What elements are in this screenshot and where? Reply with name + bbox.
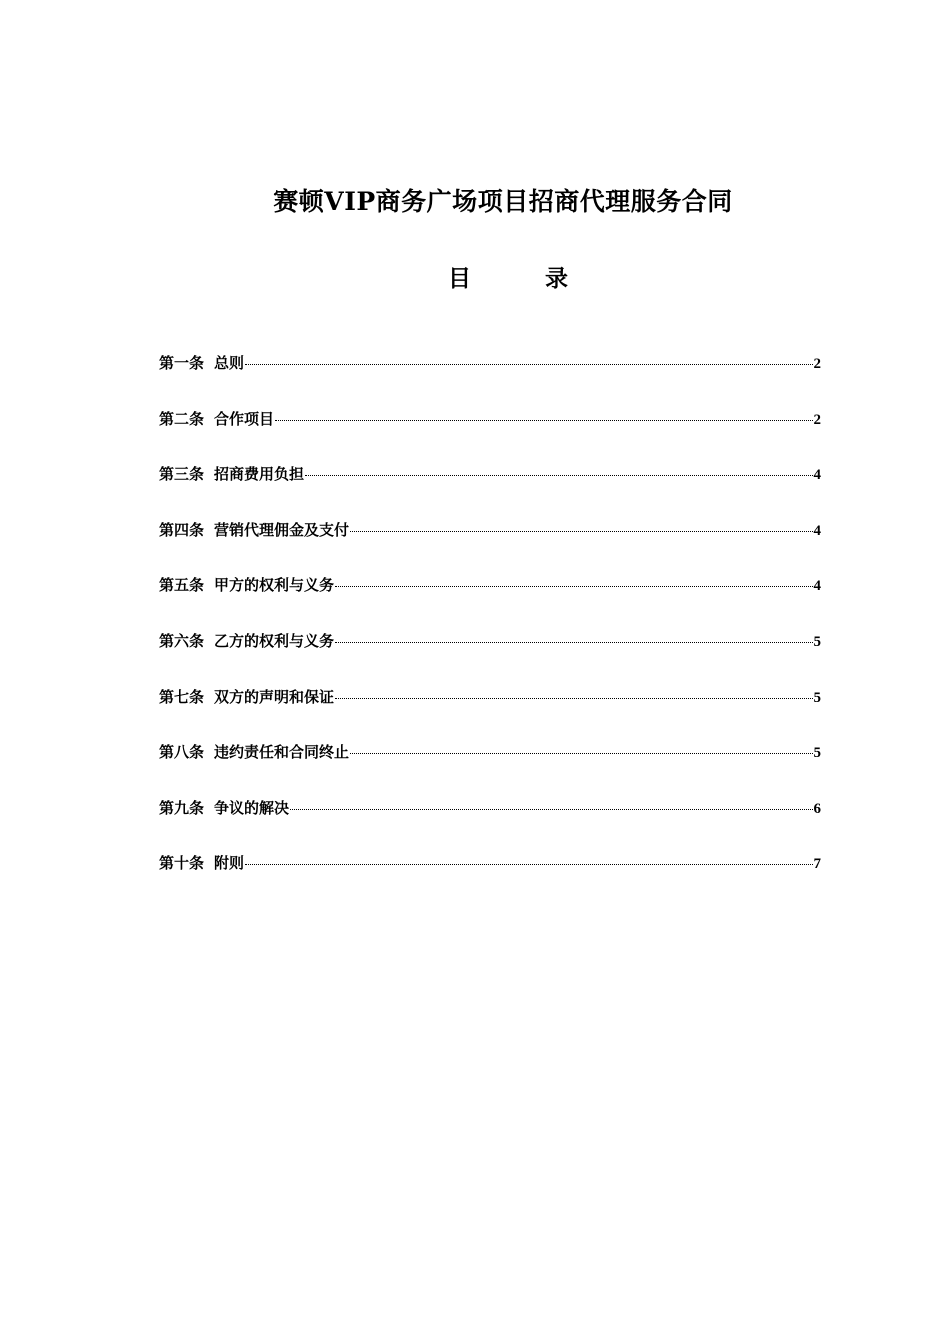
toc-entry-page: 5 bbox=[813, 633, 821, 650]
toc-leader-dots bbox=[305, 475, 812, 476]
toc-entry-title: 争议的解决 bbox=[214, 798, 290, 817]
toc-leader-dots bbox=[335, 586, 812, 587]
toc-heading-char-2: 录 bbox=[545, 265, 568, 292]
toc-entry-title: 营销代理佣金及支付 bbox=[214, 520, 350, 539]
toc-entry-title: 乙方的权利与义务 bbox=[214, 631, 335, 650]
toc-entry-title: 甲方的权利与义务 bbox=[214, 576, 335, 595]
toc-entry[interactable] bbox=[159, 408, 821, 464]
toc-entry[interactable] bbox=[159, 352, 821, 408]
toc-entry[interactable] bbox=[159, 741, 821, 797]
toc-entry-page: 5 bbox=[813, 745, 821, 762]
toc-entry[interactable] bbox=[159, 574, 821, 630]
toc-entry-title: 招商费用负担 bbox=[214, 465, 305, 484]
toc-entry-number: 第九条 bbox=[159, 798, 205, 817]
toc-entry-page: 4 bbox=[813, 578, 821, 595]
toc-entry-number: 第三条 bbox=[159, 465, 205, 484]
toc-entry[interactable] bbox=[159, 630, 821, 686]
toc-entry-number: 第六条 bbox=[159, 631, 205, 650]
toc-entry-title: 双方的声明和保证 bbox=[214, 687, 335, 706]
toc-entry-number: 第四条 bbox=[159, 520, 205, 539]
toc-entry-number: 第十条 bbox=[159, 854, 205, 873]
toc-entry[interactable] bbox=[159, 463, 821, 519]
toc-entry-page: 2 bbox=[813, 411, 821, 428]
toc-leader-dots bbox=[290, 809, 812, 810]
toc-leader-dots bbox=[245, 864, 812, 865]
toc-leader-dots bbox=[350, 753, 812, 754]
toc-entry-page: 7 bbox=[813, 856, 821, 873]
toc-entry-title: 总则 bbox=[214, 354, 245, 372]
toc-entry-page: 2 bbox=[813, 356, 821, 372]
toc-heading bbox=[448, 260, 568, 293]
toc-entry[interactable] bbox=[159, 797, 821, 853]
toc-entry-number: 第五条 bbox=[159, 576, 205, 595]
toc-entry-number: 第二条 bbox=[159, 409, 205, 428]
toc-entry-number: 第八条 bbox=[159, 743, 205, 762]
table-of-contents bbox=[159, 352, 821, 908]
toc-entry[interactable] bbox=[159, 519, 821, 575]
toc-entry-number: 第一条 bbox=[159, 354, 205, 372]
document-title: 赛顿VIP商务广场项目招商代理服务合同 bbox=[273, 187, 733, 216]
toc-heading-char-1: 目 bbox=[448, 265, 471, 292]
toc-entry-page: 6 bbox=[813, 800, 821, 817]
toc-leader-dots bbox=[245, 364, 812, 365]
toc-leader-dots bbox=[350, 531, 812, 532]
toc-entry-title: 违约责任和合同终止 bbox=[214, 743, 350, 762]
toc-entry-title: 合作项目 bbox=[214, 409, 275, 428]
toc-entry-number: 第七条 bbox=[159, 687, 205, 706]
toc-entry-title: 附则 bbox=[214, 854, 245, 873]
toc-entry[interactable] bbox=[159, 686, 821, 742]
toc-entry-page: 5 bbox=[813, 689, 821, 706]
toc-entry[interactable] bbox=[159, 852, 821, 908]
toc-leader-dots bbox=[335, 698, 812, 699]
toc-entry-page: 4 bbox=[813, 522, 821, 539]
toc-leader-dots bbox=[275, 420, 812, 421]
toc-leader-dots bbox=[335, 642, 812, 643]
toc-entry-page: 4 bbox=[813, 467, 821, 484]
